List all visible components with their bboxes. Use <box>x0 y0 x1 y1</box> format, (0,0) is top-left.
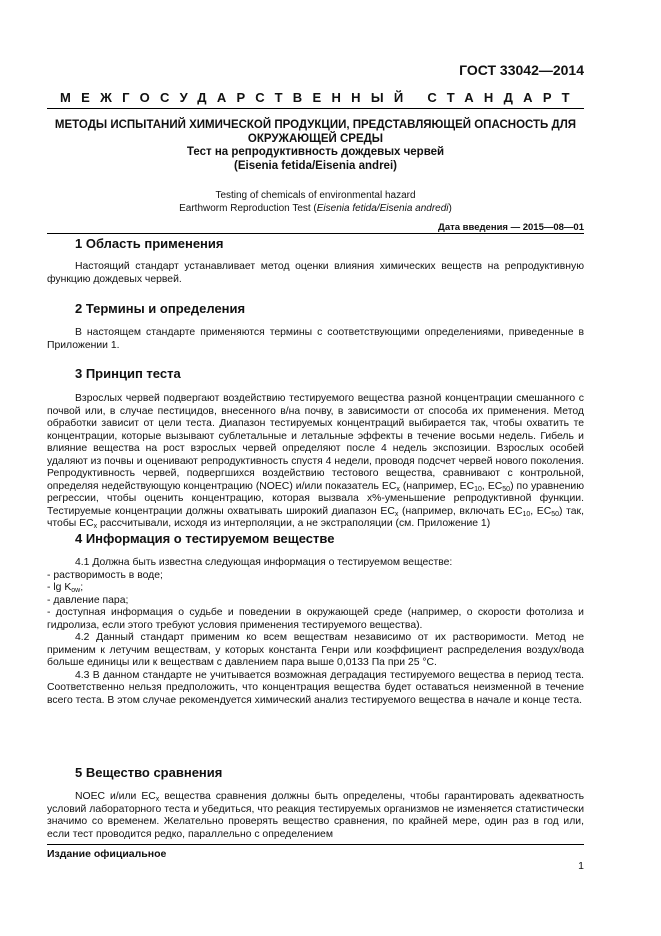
footer-rule <box>47 844 584 845</box>
title-en-line2 <box>47 203 584 216</box>
section-4-item-solubility: - растворимость в воде; <box>47 569 163 581</box>
section-3-heading: 3 Принцип теста <box>75 366 181 381</box>
section-4-p3: 4.3 В данном стандарте не учитывается возможная деградация тестируемого вещества в период теста. Соответственно нельзя предположить, что концентрация вещества будет оставаться неизменной в течение всего теста. В этом случае рекомендуется химический анализ тестируемого вещества в начале и конце теста. <box>47 669 584 706</box>
introduction-date: Дата введения — 2015—08—01 <box>438 222 584 233</box>
header-rule <box>47 108 584 109</box>
interstate-standard-banner: МЕЖГОСУДАРСТВЕННЫЙ СТАНДАРТ <box>60 90 580 105</box>
title-sub-line1: Тест на репродуктивность дождевых червей <box>186 146 445 158</box>
title-en-italic: Eisenia fetida/Eisenia andredi <box>316 202 449 214</box>
section-5-heading: 5 Вещество сравнения <box>75 765 223 780</box>
section-4-item-logkow: - $\lg K_{ow}$; <box>47 582 84 594</box>
section-1-paragraph: Настоящий стандарт устанавливает метод оценки влияния химических веществ на репродуктивную функцию дождевых червей. <box>47 261 584 285</box>
gost-number: ГОСТ 33042—2014 <box>459 62 584 78</box>
section-1-heading: 1 Область применения <box>75 236 224 251</box>
date-rule <box>47 233 584 234</box>
title-main-line2: ОКРУЖАЮЩЕЙ СРЕДЫ <box>247 132 384 145</box>
official-edition-label: Издание официальное <box>47 848 167 860</box>
title-sub-line2: (Eisenia fetida/Eisenia andrei) <box>234 159 397 172</box>
section-3-paragraph: Взрослых червей подвергают воздействию тестируемого вещества разной концентрации смешанного с почвой или, в случае пестицидов, внесенного в/на почву, в зависимости от способа их применения. Метод обработки зависит от цели теста. Диапазон тестируемых концентраций выбирается так, чтобы охватить те концентрации, которые вызывают сублетальные и летальные эффекты в течение восьми недель. Гибель и влияние вещества на рост взрослых червей определяют после 4 недель экспозиции. Взрослых особей удаляют из почвы и оценивают репродуктивность спустя 4 недели, проводя подсчет червей нового поколения. Репродуктивность червей, подвергшихся воздействию тестового вещества, сравнивают с контрольной, определяя недействующую концентрацию (NOEC) и/или показатель $EC_x$ (например, $EC_{10}$, $EC_{50}$) по уравнению регрессии, чтобы оценить концентрацию, которая вызвала x%-уменьшение репродуктивной функции. Тестируемые концентрации должны охватывать широкий диапазон $EC_x$ (например, включать $EC_{10}$, $EC_{50}$) так, чтобы $EC_x$ рассчитывали, исходя из интерполяции, а не экстраполяции (см. Приложение 1) <box>47 393 584 530</box>
page-number: 1 <box>578 860 584 872</box>
section-3-text <box>47 393 584 531</box>
title-en-line1: Testing of chemicals of environmental hazard <box>215 190 416 201</box>
section-4-item-fate: - доступная информация о судьбе и поведении в окружающей среде (например, о скорости фотолиза и гидролиза, если этого требуют условия применения тестируемого вещества). <box>47 607 584 631</box>
section-4-text <box>47 557 584 707</box>
section-5-text <box>47 791 584 841</box>
title-block <box>47 119 584 215</box>
section-2-heading: 2 Термины и определения <box>75 301 246 316</box>
title-english <box>47 190 584 215</box>
section-2-paragraph: В настоящем стандарте применяются термины с соответствующими определениями, приведенные в Приложении 1. <box>47 327 584 351</box>
section-1-text <box>47 261 584 286</box>
section-4-p2: 4.2 Данный стандарт применим ко всем веществам независимо от их растворимости. Метод не применим к летучим веществам, у которых константа Генри или коэффициент распределения воздух/вода больше единицы или к веществам с давлением пара выше 0,0133 Па при 25 °С. <box>47 632 584 668</box>
title-main-line1: МЕТОДЫ ИСПЫТАНИЙ ХИМИЧЕСКОЙ ПРОДУКЦИИ, ПРЕДСТАВЛЯЮЩЕЙ ОПАСНОСТЬ ДЛЯ <box>54 119 577 131</box>
title-en-suffix: ) <box>448 202 452 214</box>
section-4-heading: 4 Информация о тестируемом веществе <box>75 531 335 546</box>
section-4-item-vapor-pressure: - давление пара; <box>47 594 129 606</box>
section-4-p1: 4.1 Должна быть известна следующая информация о тестируемом веществе: <box>75 557 453 568</box>
section-2-text <box>47 327 584 352</box>
section-5-paragraph: NOEC и/или $EC_x$ вещества сравнения должны быть определены, чтобы гарантировать адекватность условий лабораторного теста и убедиться, что реакция тестируемых организмов не изменяется статистически значимо со временем. Желательно проверять вещество сравнения, по крайней мере, один раз в год или, если тест проводится редко, параллельно с определением <box>47 791 585 840</box>
title-en-prefix: Earthworm Reproduction Test ( <box>179 202 317 214</box>
